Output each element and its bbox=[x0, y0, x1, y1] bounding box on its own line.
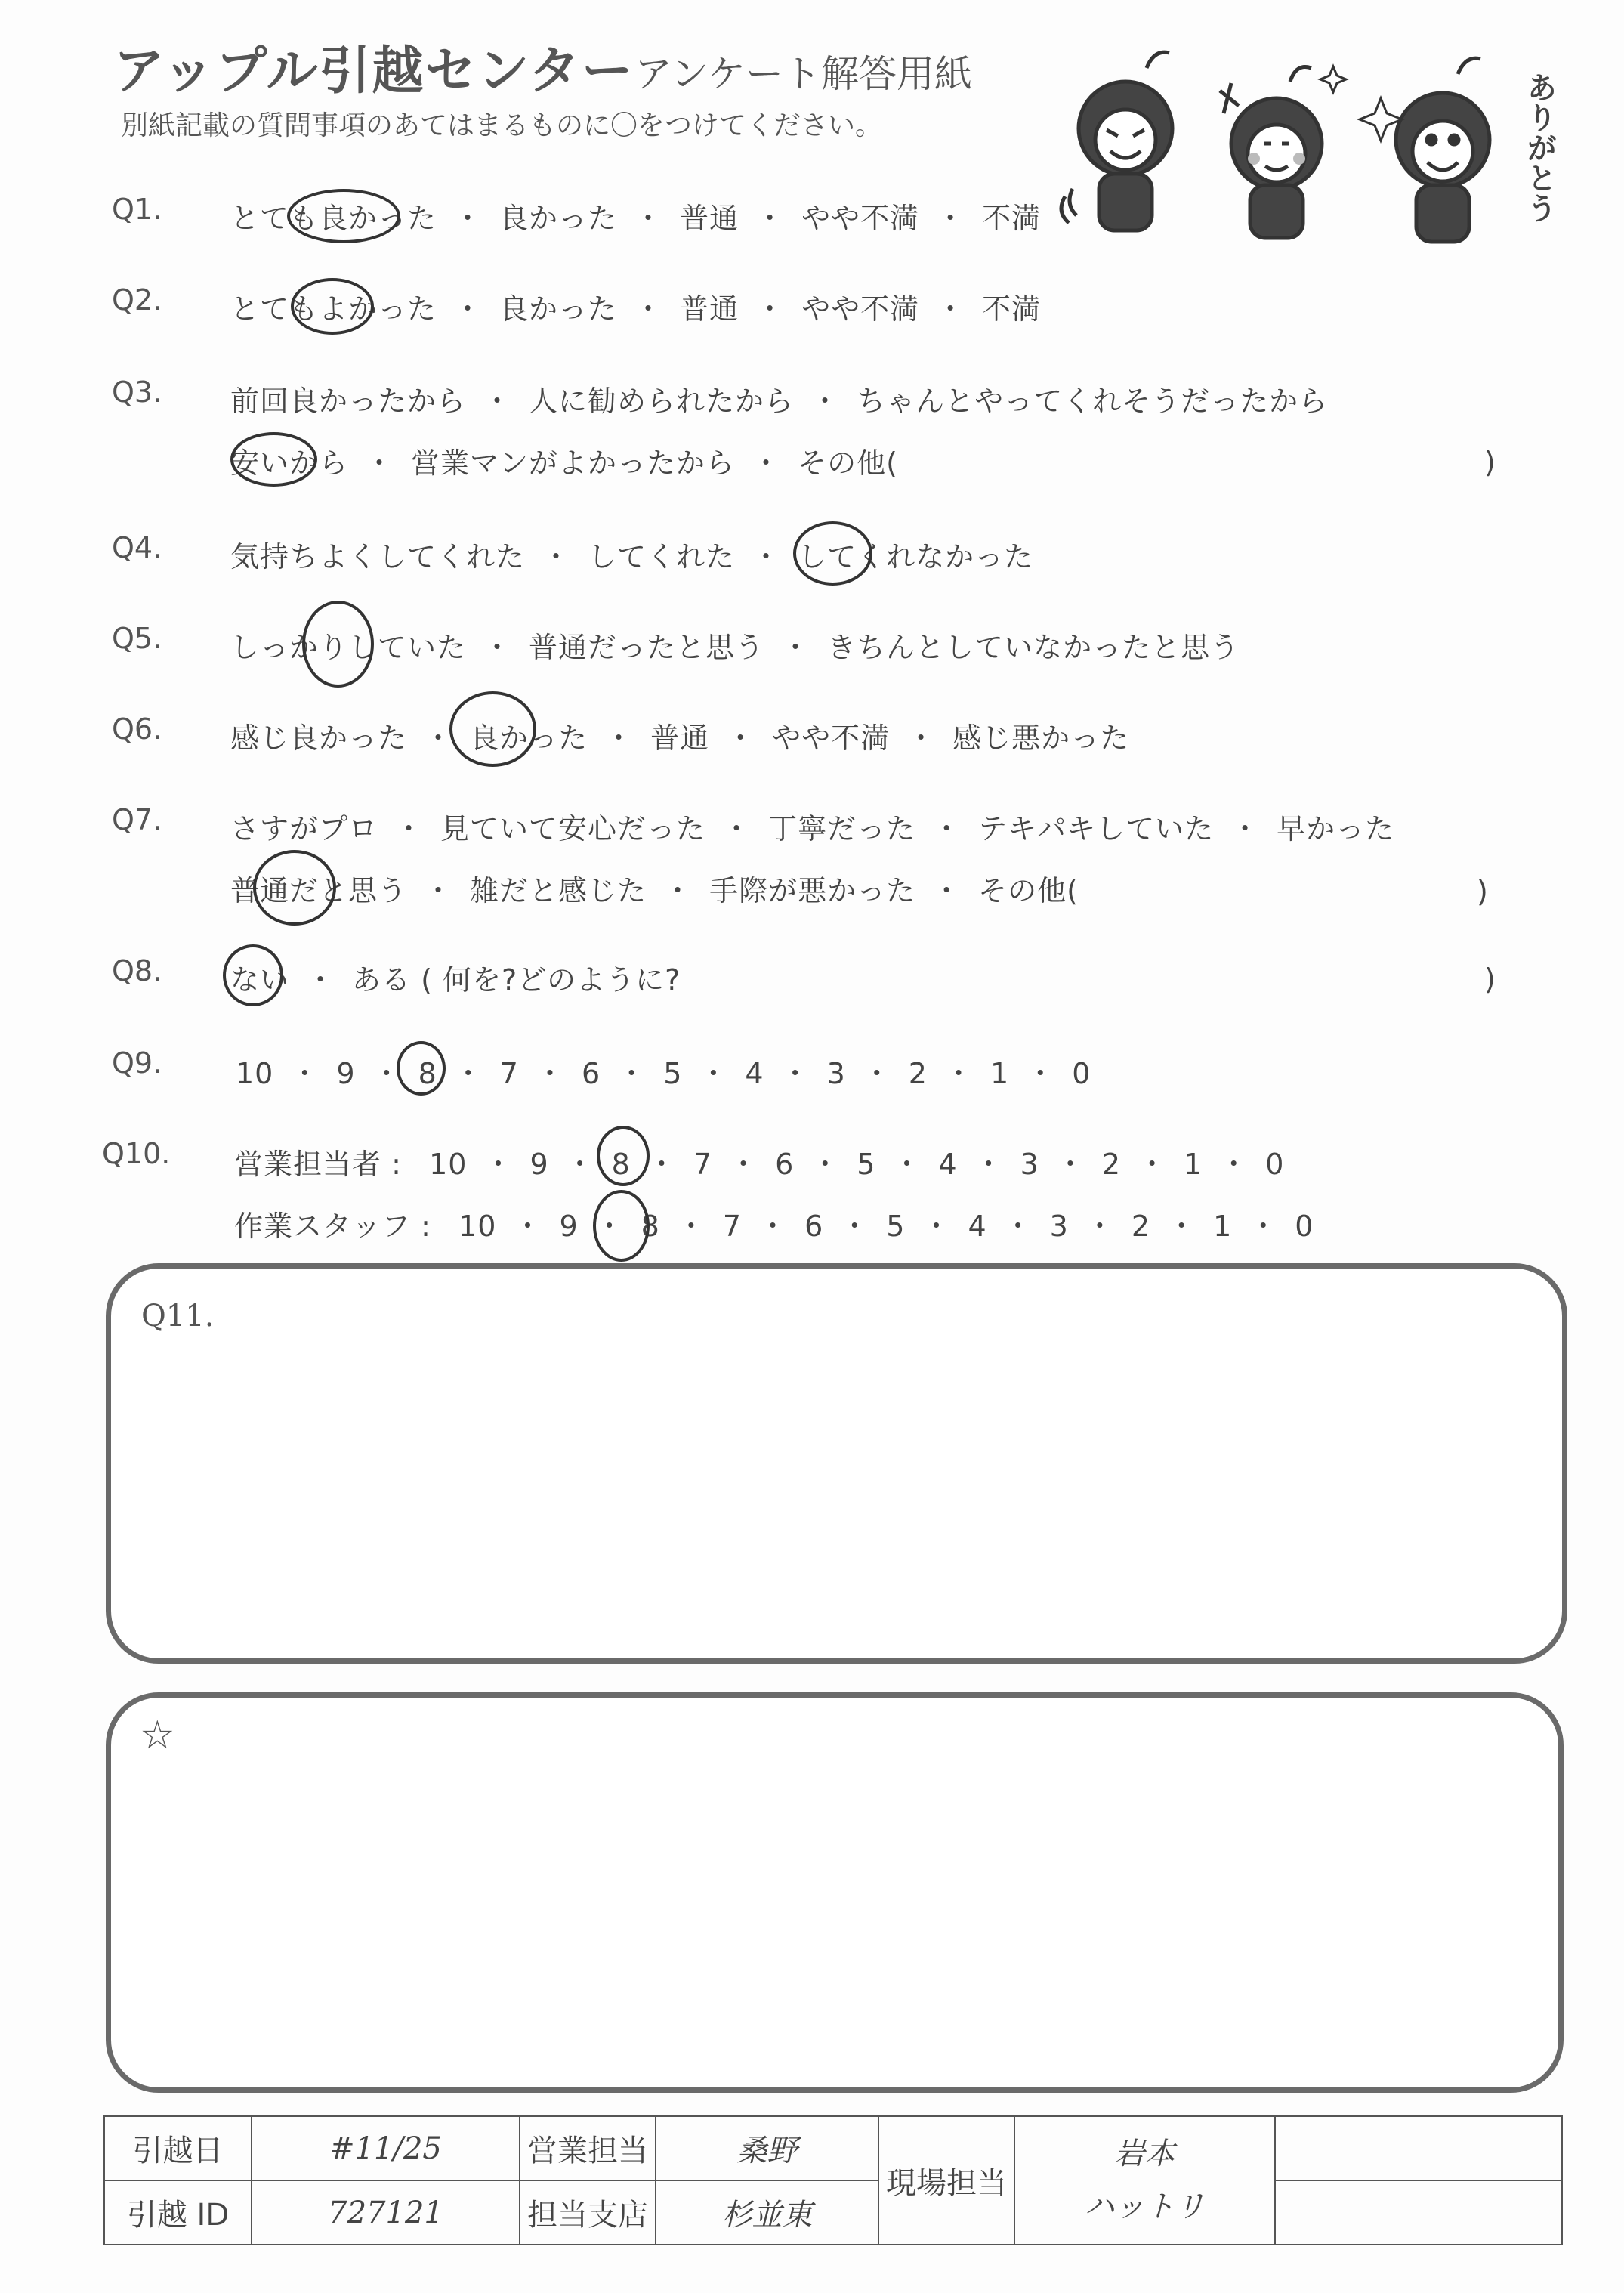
q6-options: 感じ良かった ・ 良かった ・ 普通 ・ やや不満 ・ 感じ悪かった bbox=[230, 722, 1130, 755]
q3-label: Q3. bbox=[112, 375, 162, 409]
form-instruction: 別紙記載の質問事項のあてはまるものに〇をつけてください。 bbox=[121, 110, 883, 141]
q7-option[interactable]: 雑だと感じた bbox=[470, 874, 647, 907]
q5-option[interactable]: 普通だったと思う bbox=[529, 631, 765, 664]
q3-close-paren: ) bbox=[1484, 446, 1496, 479]
site-staff-value[interactable] bbox=[1014, 2116, 1275, 2245]
q10-staff-score[interactable]: 2 bbox=[1131, 1210, 1151, 1243]
q3-option[interactable]: ちゃんとやってくれそうだったから bbox=[857, 385, 1329, 418]
q10-staff-score[interactable]: 8 bbox=[641, 1210, 660, 1243]
sales-rep-label: 営業担当 bbox=[520, 2116, 656, 2180]
q4-label: Q4. bbox=[112, 531, 162, 564]
q6-option[interactable]: 感じ悪かった bbox=[952, 722, 1130, 755]
extra-cell-top[interactable] bbox=[1275, 2116, 1562, 2180]
move-id-label: 引越 ID bbox=[104, 2180, 252, 2245]
q7-option[interactable]: 丁寧だった bbox=[768, 812, 916, 845]
q6-option[interactable]: 良かった bbox=[470, 722, 588, 755]
q3-option[interactable]: 前回良かったから bbox=[230, 385, 467, 418]
q6-answer-circle bbox=[449, 691, 536, 767]
q7-options-line1: さすがプロ ・ 見ていて安心だった ・ 丁寧だった ・ テキパキしていた ・ 早かった bbox=[230, 812, 1395, 845]
branch-value[interactable]: 杉並東 bbox=[656, 2180, 878, 2245]
sales-rep-value[interactable]: 桑野 bbox=[656, 2116, 878, 2180]
q9-score[interactable]: 3 bbox=[826, 1057, 846, 1090]
q8-close-paren: ) bbox=[1484, 963, 1496, 996]
branch-label: 担当支店 bbox=[520, 2180, 656, 2245]
q10-staff-score[interactable]: 5 bbox=[886, 1210, 906, 1243]
q9-answer-circle bbox=[397, 1041, 446, 1096]
q9-label: Q9. bbox=[112, 1046, 162, 1080]
q8-option[interactable]: ある ( 何を?どのように? bbox=[352, 963, 681, 997]
q1-option[interactable]: 不満 bbox=[982, 202, 1042, 235]
q4-options: 気持ちよくしてくれた ・ してくれた ・ してくれなかった bbox=[230, 540, 1034, 573]
move-date-label: 引越日 bbox=[104, 2116, 252, 2180]
q10-sales-score[interactable]: 1 bbox=[1184, 1148, 1203, 1181]
star-comment-box[interactable] bbox=[106, 1692, 1564, 2093]
monkey-mascots-illustration bbox=[1050, 45, 1564, 257]
q1-label: Q1. bbox=[112, 193, 162, 226]
q1-options: とても良かった ・ 良かった ・ 普通 ・ やや不満 ・ 不満 bbox=[230, 202, 1042, 235]
q7-option[interactable]: テキパキしていた bbox=[978, 812, 1215, 845]
q8-answer-circle bbox=[223, 944, 283, 1006]
thanks-text: ありがとう bbox=[1522, 72, 1557, 223]
q10-sales-answer-circle bbox=[597, 1126, 650, 1186]
q5-option[interactable]: きちんとしていなかったと思う bbox=[827, 631, 1240, 664]
q8-label: Q8. bbox=[112, 954, 162, 987]
q10-staff-score[interactable]: 9 bbox=[559, 1210, 579, 1243]
q6-option[interactable]: 感じ良かった bbox=[230, 722, 408, 755]
q3-options-line1: 前回良かったから ・ 人に勧められたから ・ ちゃんとやってくれそうだったから bbox=[230, 385, 1329, 418]
q5-options: しっかりしていた ・ 普通だったと思う ・ きちんとしていなかったと思う bbox=[230, 631, 1240, 664]
form-title: アップル引越センター bbox=[113, 42, 634, 101]
q10-staff-score[interactable]: 1 bbox=[1213, 1210, 1233, 1243]
q9-score[interactable]: 7 bbox=[499, 1057, 519, 1090]
q9-score[interactable]: 1 bbox=[990, 1057, 1010, 1090]
q10-sales-score[interactable]: 10 bbox=[429, 1148, 468, 1181]
q10-label: Q10. bbox=[102, 1137, 171, 1170]
q9-score[interactable]: 6 bbox=[581, 1057, 601, 1090]
q7-option[interactable]: さすがプロ bbox=[230, 812, 378, 845]
q10-sales-score[interactable]: 9 bbox=[529, 1148, 549, 1181]
q5-label: Q5. bbox=[112, 622, 162, 655]
q10-staff-score[interactable]: 10 bbox=[458, 1210, 497, 1243]
q6-option[interactable]: やや不満 bbox=[772, 722, 891, 755]
q11-box-label: Q11. bbox=[141, 1299, 215, 1333]
q10-sales-score[interactable]: 6 bbox=[775, 1148, 795, 1181]
q10-staff-label: 作業スタッフ : bbox=[234, 1210, 431, 1243]
q10-staff-row: 作業スタッフ : 10 ・ 9 ・ 8 ・ 7 ・ 6 ・ 5 ・ 4 ・ 3 ・ 2 ・ 1 ・ 0 bbox=[234, 1210, 1314, 1243]
q7-option[interactable]: 普通だと思う bbox=[230, 874, 408, 907]
q7-options-line2: 普通だと思う ・ 雑だと感じた ・ 手際が悪かった ・ その他( bbox=[230, 874, 1079, 907]
q2-option[interactable]: 普通 bbox=[680, 292, 739, 326]
q2-option[interactable]: 良かった bbox=[499, 292, 618, 326]
q3-option[interactable]: 安いから bbox=[230, 447, 349, 480]
q10-sales-score[interactable]: 4 bbox=[938, 1148, 958, 1181]
q1-option[interactable]: とても良かった bbox=[230, 202, 437, 235]
q8-option[interactable]: ない bbox=[230, 963, 290, 997]
q7-option[interactable]: 手際が悪かった bbox=[709, 874, 916, 907]
move-date-value[interactable]: #11/25 bbox=[252, 2116, 520, 2180]
q9-score[interactable]: 4 bbox=[745, 1057, 764, 1090]
q9-score[interactable]: 9 bbox=[336, 1057, 356, 1090]
q11-comment-box[interactable] bbox=[106, 1263, 1567, 1664]
q9-score[interactable]: 2 bbox=[908, 1057, 928, 1090]
q7-answer-circle bbox=[253, 850, 336, 926]
q2-option[interactable]: やや不満 bbox=[801, 292, 920, 326]
q10-staff-score[interactable]: 0 bbox=[1295, 1210, 1314, 1243]
q5-answer-circle bbox=[302, 601, 374, 688]
q3-answer-circle bbox=[230, 432, 317, 487]
q3-option[interactable]: 営業マンがよかったから bbox=[411, 447, 736, 480]
q4-option[interactable]: してくれなかった bbox=[798, 540, 1034, 573]
q10-sales-score[interactable]: 2 bbox=[1101, 1148, 1122, 1181]
q10-sales-score[interactable]: 0 bbox=[1265, 1148, 1285, 1181]
footer-info-table bbox=[103, 2115, 1563, 2245]
q7-option-other[interactable]: その他( bbox=[978, 874, 1079, 907]
q1-answer-circle bbox=[287, 189, 400, 243]
q1-option[interactable]: やや不満 bbox=[801, 202, 920, 235]
q9-score[interactable]: 0 bbox=[1072, 1057, 1091, 1090]
q3-option[interactable]: 人に勧められたから bbox=[529, 385, 795, 418]
q2-option[interactable]: 不満 bbox=[982, 292, 1042, 326]
q10-staff-score[interactable]: 4 bbox=[968, 1210, 987, 1243]
q2-label: Q2. bbox=[112, 283, 162, 317]
q10-staff-score[interactable]: 6 bbox=[804, 1210, 824, 1243]
q7-close-paren: ) bbox=[1477, 875, 1488, 908]
q2-answer-circle bbox=[291, 278, 374, 335]
q5-option[interactable]: しっかりしていた bbox=[230, 631, 467, 664]
q4-option[interactable]: してくれた bbox=[588, 540, 736, 573]
q10-sales-score[interactable]: 7 bbox=[693, 1148, 713, 1181]
move-id-value[interactable]: 727121 bbox=[252, 2180, 520, 2245]
q1-option[interactable]: 良かった bbox=[499, 202, 618, 235]
q6-label: Q6. bbox=[112, 712, 162, 746]
q1-option[interactable]: 普通 bbox=[680, 202, 739, 235]
q9-score[interactable]: 8 bbox=[418, 1057, 437, 1090]
q10-sales-score[interactable]: 3 bbox=[1020, 1148, 1039, 1181]
q10-staff-score[interactable]: 7 bbox=[722, 1210, 743, 1243]
q10-sales-score[interactable]: 8 bbox=[611, 1148, 631, 1181]
q9-score[interactable]: 5 bbox=[663, 1057, 683, 1090]
star-icon: ☆ bbox=[140, 1713, 175, 1758]
q9-score[interactable]: 10 bbox=[236, 1057, 274, 1090]
q7-option[interactable]: 早かった bbox=[1277, 812, 1395, 845]
q10-sales-row: 営業担当者 : 10 ・ 9 ・ 8 ・ 7 ・ 6 ・ 5 ・ 4 ・ 3 ・ 2 ・ 1 ・ 0 bbox=[234, 1148, 1285, 1181]
form-subtitle: アンケート解答用紙 bbox=[634, 52, 972, 96]
q4-option[interactable]: 気持ちよくしてくれた bbox=[230, 540, 526, 573]
q4-answer-circle bbox=[793, 521, 872, 586]
q10-staff-answer-circle bbox=[593, 1190, 650, 1262]
q3-option-other[interactable]: その他( bbox=[798, 447, 898, 480]
q2-option[interactable]: とてもよかった bbox=[230, 292, 437, 326]
q2-options: とてもよかった ・ 良かった ・ 普通 ・ やや不満 ・ 不満 bbox=[230, 292, 1042, 326]
extra-cell-bottom[interactable] bbox=[1275, 2180, 1562, 2245]
q10-sales-label: 営業担当者 : bbox=[234, 1148, 402, 1181]
site-staff-value-2: ハットリ bbox=[1084, 2189, 1206, 2224]
q10-sales-score[interactable]: 5 bbox=[857, 1148, 876, 1181]
q7-label: Q7. bbox=[112, 803, 162, 836]
q6-option[interactable]: 普通 bbox=[650, 722, 710, 755]
q7-option[interactable]: 見ていて安心だった bbox=[440, 812, 706, 845]
q3-options-line2: 安いから ・ 営業マンがよかったから ・ その他( bbox=[230, 447, 898, 480]
q8-options: ない ・ ある ( 何を?どのように? bbox=[230, 963, 681, 997]
site-staff-value-1: 岩本 bbox=[1114, 2137, 1175, 2171]
q9-scale: 10 ・ 9 ・ 8 ・ 7 ・ 6 ・ 5 ・ 4 ・ 3 ・ 2 ・ 1 ・ 0 bbox=[236, 1057, 1091, 1090]
site-staff-label: 現場担当 bbox=[878, 2116, 1014, 2245]
q10-staff-score[interactable]: 3 bbox=[1049, 1210, 1069, 1243]
